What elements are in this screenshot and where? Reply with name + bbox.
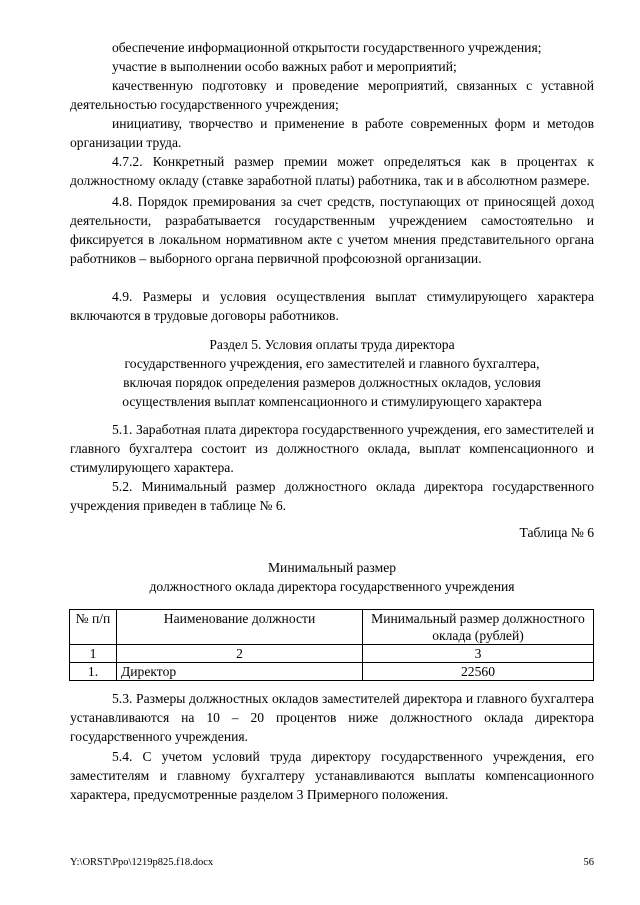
section-heading-line: государственного учреждения, его заместителей и главного бухгалтера, (124, 356, 540, 371)
table-title-line: Минимальный размер (267, 560, 397, 575)
numbering-cell: 3 (363, 645, 594, 663)
section-heading-line: Раздел 5. Условия оплаты труда директора (209, 337, 455, 352)
header-cell-number: № п/п (70, 610, 117, 645)
row-position-cell: Директор (117, 663, 363, 681)
paragraph: обеспечение информационной открытости государственного учреждения; (112, 40, 542, 55)
table-title-line: должностного оклада директора государственного учреждения (149, 579, 515, 594)
table-row (70, 663, 594, 681)
header-cell-position: Наименование должности (117, 610, 363, 645)
table-header-row (70, 610, 594, 645)
paragraph: инициативу, творчество и применение в работе современных форм и методов организации труда. (70, 116, 594, 150)
footer-page-number: 56 (583, 857, 594, 868)
row-number-cell: 1. (70, 663, 117, 681)
footer-file-path: Y:\ORST\Ppo\1219p825.f18.docx (70, 857, 214, 868)
salary-table (69, 609, 594, 681)
section-heading-line: осуществления выплат компенсационного и стимулирующего характера (122, 394, 542, 409)
paragraph: участие в выполнении особо важных работ и мероприятий; (112, 59, 457, 74)
table-numbering-row (70, 645, 594, 663)
paragraph: 4.9. Размеры и условия осуществления выплат стимулирующего характера включаются в трудовые договоры работников. (70, 289, 594, 323)
paragraph: 5.2. Минимальный размер должностного оклада директора государственного учреждения приведен в таблице № 6. (70, 479, 594, 513)
table-label: Таблица № 6 (519, 525, 594, 540)
numbering-cell: 1 (70, 645, 117, 663)
numbering-cell: 2 (117, 645, 363, 663)
paragraph: 5.3. Размеры должностных окладов заместителей директора и главного бухгалтера устанавливаются на 10 – 20 процентов ниже должностного оклада директора государственного учреждения. (70, 691, 594, 744)
row-salary-cell: 22560 (363, 663, 594, 681)
header-cell-salary: Минимальный размер должностного оклада (рублей) (363, 610, 594, 645)
paragraph: 5.4. С учетом условий труда директору государственного учреждения, его заместителям и главному бухгалтеру устанавливаются выплаты компенсационного характера, предусмотренные разделом 3 Примерного положения. (70, 749, 594, 802)
paragraph: 5.1. Заработная плата директора государственного учреждения, его заместителей и главного бухгалтера состоит из должностного оклада, выплат компенсационного и стимулирующего характера. (70, 422, 594, 475)
paragraph: качественную подготовку и проведение мероприятий, связанных с уставной деятельностью государственного учреждения; (70, 78, 594, 112)
section-heading-line: включая порядок определения размеров должностных окладов, условия (123, 375, 541, 390)
paragraph: 4.7.2. Конкретный размер премии может определяться как в процентах к должностному окладу (ставке заработной платы) работника, так и в абсолютном размере. (70, 154, 594, 188)
paragraph: 4.8. Порядок премирования за счет средств, поступающих от приносящей доход деятельности, разрабатывается государственным учреждением самостоятельно и фиксируется в локальном нормативном акте с учетом мнения представительного органа работников – выборного органа первичной профсоюзной организации. (70, 194, 594, 266)
